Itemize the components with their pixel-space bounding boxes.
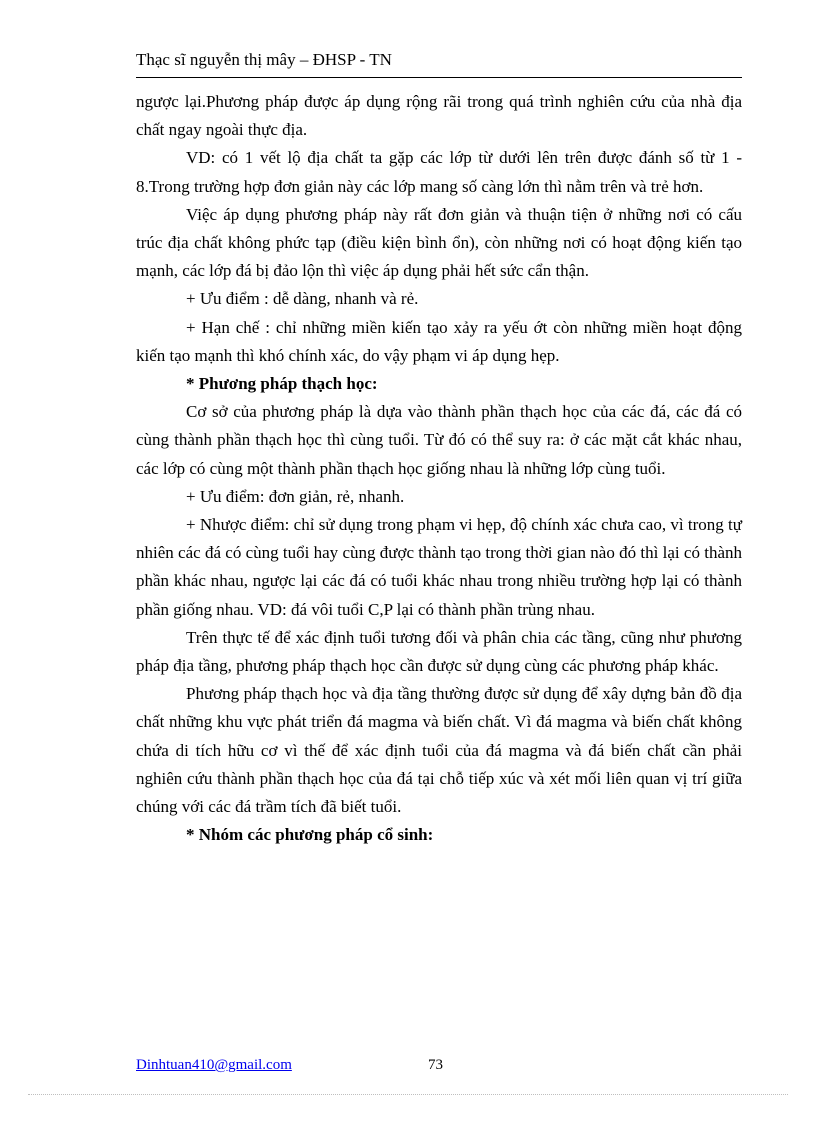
footer-email-link[interactable]: Dinhtuan410@gmail.com xyxy=(136,1057,292,1073)
paragraph-petrology-advantage: + Ưu điểm: đơn giản, rẻ, nhanh. xyxy=(186,486,405,506)
header-divider xyxy=(136,77,742,78)
paragraph-petrology-basis: Cơ sở của phương pháp là dựa vào thành phần thạch học của các đá, các đá có cùng thành phần thạch học thì cùng tuổi. Từ đó có thể suy ra: ở các mặt cắt khác nhau, các lớp có cùng một thành phần thạch học giống nhau là những lớp cùng tuổi. xyxy=(136,402,742,478)
page-bottom-divider xyxy=(28,1094,788,1095)
paragraph-limitation: + Hạn chế : chỉ những miền kiến tạo xảy ra yếu ớt còn những miền hoạt động kiến tạo mạnh thì khó chính xác, do vậy phạm vi áp dụng hẹp. xyxy=(136,317,742,365)
section-heading-petrology: * Phương pháp thạch học: xyxy=(186,374,378,394)
paragraph-advantage: + Ưu điểm : dễ dàng, nhanh và rẻ. xyxy=(186,289,419,309)
paragraph-petrology-disadvantage: + Nhược điểm: chỉ sử dụng trong phạm vi hẹp, độ chính xác chưa cao, vì trong tự nhiên các đá có cùng tuổi hay cùng được thành tạo trong thời gian nào đó thì lại có thành phần khác nhau, ngược lại các đá có tuổi khác nhau trong nhiều trường hợp lại có thành phần giống nhau. VD: đá vôi tuổi C,P lại có thành phần trùng nhau. xyxy=(136,515,742,619)
paragraph-continuation: ngược lại.Phương pháp được áp dụng rộng rãi trong quá trình nghiên cứu của nhà địa chất ngay ngoài thực địa. xyxy=(136,92,742,140)
paragraph-mapping: Phương pháp thạch học và địa tầng thường được sử dụng để xây dựng bản đồ địa chất những khu vực phát triển đá magma và biến chất. Vì đá magma và biến chất không chứa di tích hữu cơ vì thế để xác định tuổi của đá magma và đá biến chất cần phải nghiên cứu thành phần thạch học của đá tại chỗ tiếp xúc và xét mối liên quan vị trí giữa chúng với các đá trầm tích đã biết tuổi. xyxy=(136,684,742,817)
paragraph-application: Việc áp dụng phương pháp này rất đơn giản và thuận tiện ở những nơi có cấu trúc địa chất không phức tạp (điều kiện bình ổn), còn những nơi có hoạt động kiến tạo mạnh, các lớp đá bị đảo lộn thì việc áp dụng phải hết sức cẩn thận. xyxy=(136,204,742,281)
document-body xyxy=(136,88,742,849)
paragraph-example: VD: có 1 vết lộ địa chất ta gặp các lớp từ dưới lên trên được đánh số từ 1 - 8.Trong trường hợp đơn giản này các lớp mang số càng lớn thì nằm trên và trẻ hơn. xyxy=(136,148,742,196)
page-header: Thạc sĩ nguyễn thị mây – ĐHSP - TN xyxy=(136,50,392,69)
paragraph-practice: Trên thực tế để xác định tuổi tương đối và phân chia các tầng, cũng như phương pháp địa tầng, phương pháp thạch học cần được sử dụng cùng các phương pháp khác. xyxy=(136,627,742,676)
section-heading-paleontology: * Nhóm các phương pháp cổ sinh: xyxy=(186,825,434,845)
page-number: 73 xyxy=(428,1057,443,1073)
